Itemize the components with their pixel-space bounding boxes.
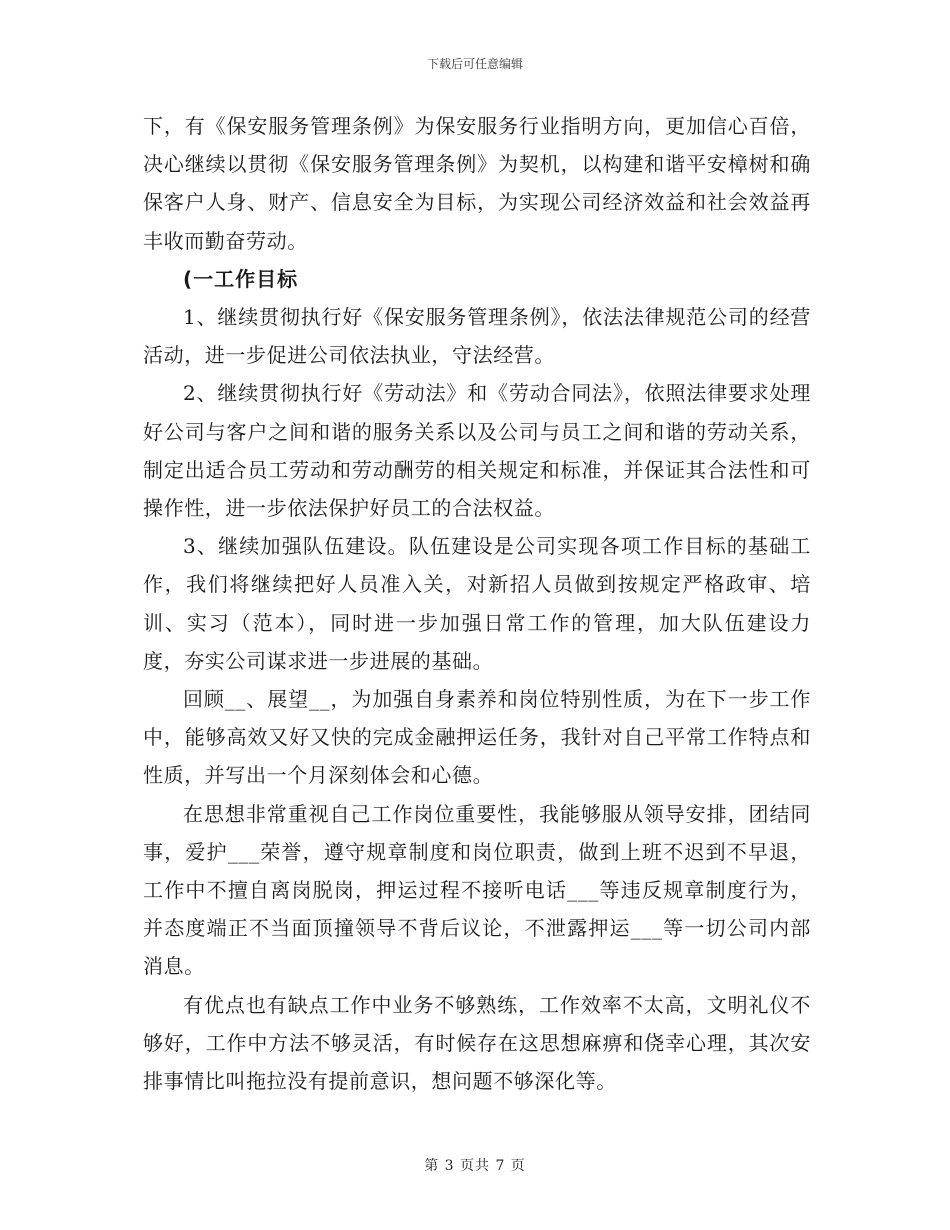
paragraph-goal-3: 3、继续加强队伍建设。队伍建设是公司实现各项工作目标的基础工作，我们将继续把好人员准入关，对新招人员做到按规定严格政审、培训、实习（范本），同时进一步加强日常工作的管理，加大队伍建设力度，夯实公司谋求进一步进展的基础。	[143, 534, 811, 673]
section-heading-work-goals: (一工作目标	[183, 266, 299, 291]
paragraph-review: 回顾__、展望__，为加强自身素养和岗位特别性质，为在下一步工作中，能够高效又好又快的完成金融押运任务，我针对自己平常工作特点和性质，并写出一个月深刻体会和心德。	[143, 687, 811, 788]
page-header: 下载后可任意编辑	[426, 57, 523, 71]
paragraph-attitude: 在思想非常重视自己工作岗位重要性，我能够服从领导安排，团结同事，爱护___荣誉，遵守规章制度和岗位职责，做到上班不迟到不早退，工作中不擅自离岗脱岗，押运过程不接听电话___等违反规章制度行为，并态度端正不当面顶撞领导不背后议论，不泄露押运___等一切公司内部消息。	[143, 801, 811, 979]
paragraph-goal-2: 2、继续贯彻执行好《劳动法》和《劳动合同法》，依照法律要求处理好公司与客户之间和谐的服务关系以及公司与员工之间和谐的劳动关系，制定出适合员工劳动和劳动酬劳的相关规定和标准，并保证其合法性和可操作性，进一步依法保护好员工的合法权益。	[143, 381, 811, 521]
paragraph-intro-continuation: 下，有《保安服务管理条例》为保安服务行业指明方向，更加信心百倍，决心继续以贯彻《保安服务管理条例》为契机，以构建和谐平安樟树和确保客户人身、财产、信息安全为目标，为实现公司经济效益和社会效益再丰收而勤奋劳动。	[143, 114, 811, 253]
page-footer-page-number: 第 3 页共 7 页	[424, 1158, 526, 1174]
paragraph-shortcomings: 有优点也有缺点工作中业务不够熟练，工作效率不太高，文明礼仪不够好，工作中方法不够灵活，有时候存在这思想麻痹和侥幸心理，其次安排事情比叫拖拉没有提前意识，想问题不够深化等。	[143, 992, 811, 1094]
document-body	[143, 107, 811, 1100]
paragraph-goal-1: 1、继续贯彻执行好《保安服务管理条例》，依法法律规范公司的经营活动，进一步促进公司依法执业，守法经营。	[143, 305, 811, 368]
